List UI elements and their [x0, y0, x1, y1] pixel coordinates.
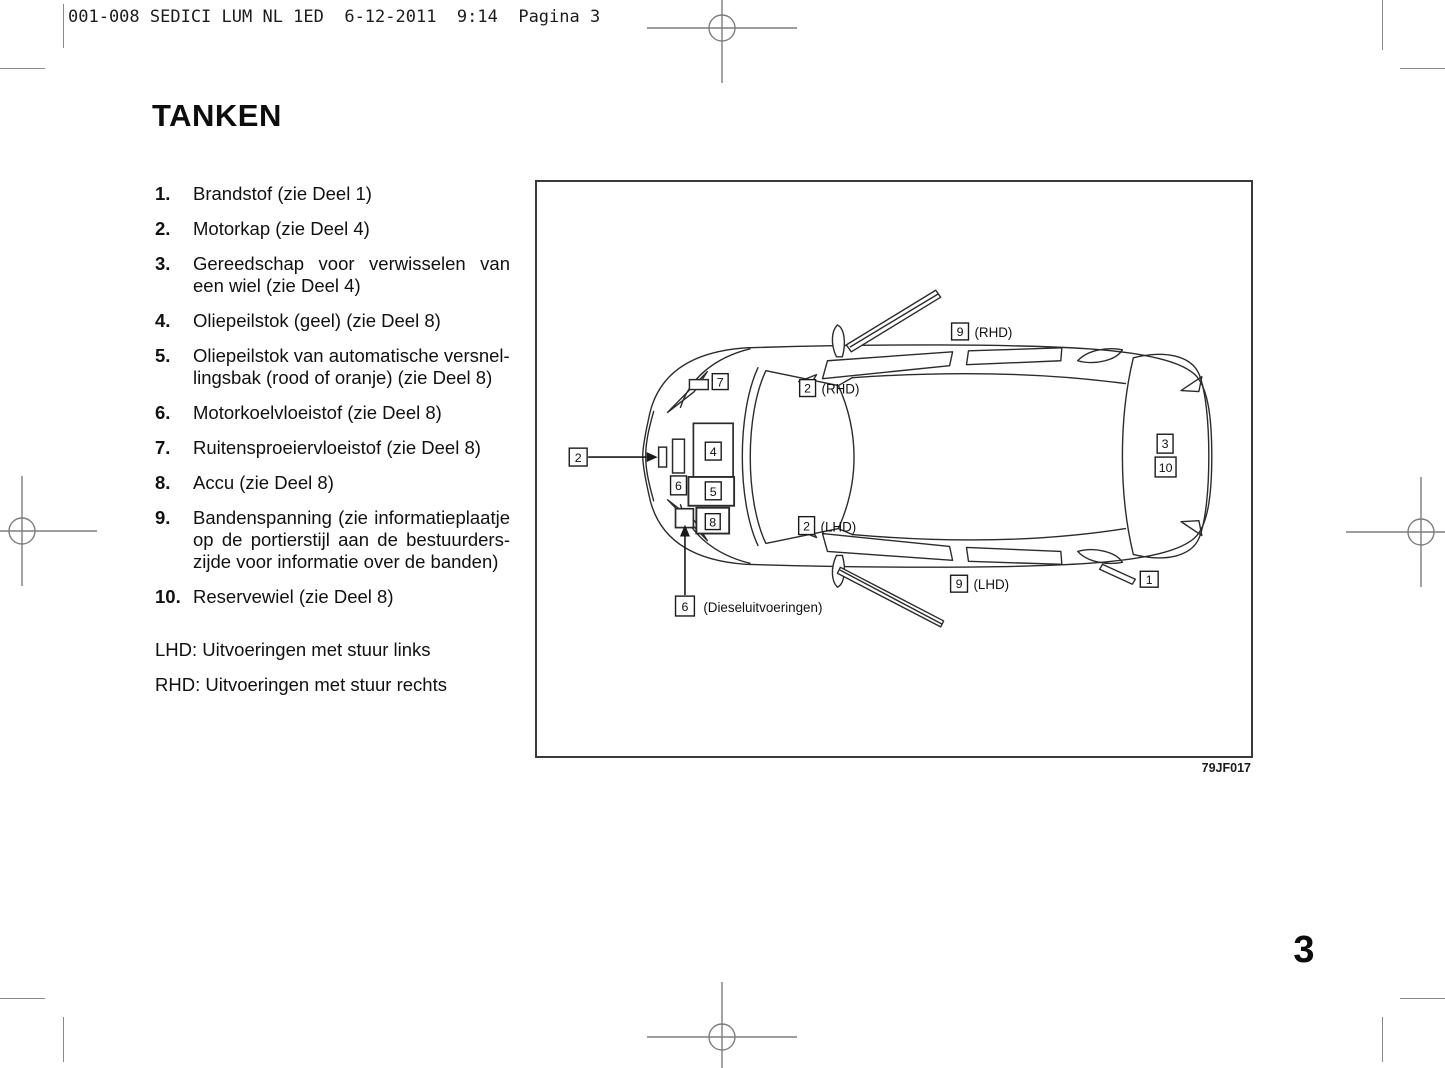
callout-6-diesel [676, 525, 823, 616]
item-number: 7. [155, 437, 171, 458]
callout-3 [1157, 434, 1173, 453]
print-header: 001-008 SEDICI LUM NL 1ED 6-12-2011 9:14 Pagina 3 [68, 7, 601, 27]
svg-text:(RHD): (RHD) [974, 324, 1013, 340]
parts-list [155, 183, 510, 709]
item-text: Gereedschap voor verwisselen van een wiel (zie Deel 4) [193, 253, 510, 296]
svg-text:3: 3 [1161, 437, 1169, 452]
callout-9-lhd [951, 575, 1010, 592]
open-door-lhd [837, 567, 943, 627]
item-number: 8. [155, 472, 171, 493]
callout-2-lhd [799, 517, 857, 535]
callouts [569, 323, 1176, 616]
fuel-filler-flap [1100, 564, 1136, 584]
item-number: 3. [155, 253, 171, 274]
svg-text:2: 2 [803, 519, 811, 534]
crop-mark-top-left-vertical [63, 4, 64, 48]
legend-lhd: LHD: Uitvoeringen met stuur links [155, 639, 431, 660]
callout-1 [1140, 571, 1158, 587]
item-number: 5. [155, 345, 171, 366]
svg-text:9: 9 [956, 324, 964, 339]
crop-mark-bottom-right-vertical [1382, 1017, 1383, 1062]
item-text: Motorkap (zie Deel 4) [193, 218, 370, 239]
registration-mark-right [1346, 477, 1445, 587]
coolant-reservoir [673, 439, 685, 473]
callout-7 [712, 374, 728, 390]
crop-mark-top-right-vertical [1382, 0, 1383, 50]
svg-text:6: 6 [675, 478, 682, 493]
item-text: Motorkoelvloeistof (zie Deel 8) [193, 402, 442, 423]
callout-10 [1155, 457, 1176, 477]
crop-mark-bottom-left-vertical [63, 1017, 64, 1062]
svg-text:5: 5 [709, 484, 717, 499]
registration-mark-top [647, 0, 797, 83]
svg-text:(LHD): (LHD) [820, 519, 857, 535]
list-item [155, 310, 510, 332]
car-diagram-frame [535, 180, 1253, 758]
item-text: Accu (zie Deel 8) [193, 472, 334, 493]
item-text: Oliepeilstok (geel) (zie Deel 8) [193, 310, 441, 331]
legend-rhd: RHD: Uitvoeringen met stuur rechts [155, 674, 447, 695]
radiator-cap [659, 447, 667, 467]
callout-4 [705, 442, 721, 460]
item-number: 2. [155, 218, 171, 239]
callout-5 [705, 482, 721, 500]
item-number: 1. [155, 183, 171, 204]
item-number: 4. [155, 310, 171, 331]
item-number: 10. [155, 586, 181, 607]
item-text: Brandstof (zie Deel 1) [193, 183, 372, 204]
item-text: Reservewiel (zie Deel 8) [193, 586, 394, 607]
list-item [155, 586, 510, 608]
item-text: Oliepeilstok van automatische versnel- lingsbak (rood of oranje) (zie Deel 8) [193, 345, 510, 388]
engine-bay-components [659, 380, 734, 534]
callout-9-rhd [952, 323, 1013, 340]
svg-text:4: 4 [709, 445, 717, 460]
list-item [155, 253, 510, 297]
page-title: TANKEN [152, 98, 282, 133]
list-item [155, 183, 510, 205]
svg-text:7: 7 [716, 375, 724, 390]
diesel-coolant-box [676, 509, 694, 528]
crop-mark-top-right-horizontal [1400, 68, 1445, 69]
crop-mark-bottom-right-horizontal [1400, 998, 1445, 999]
svg-text:2: 2 [574, 451, 582, 466]
svg-text:2: 2 [804, 381, 812, 396]
registration-mark-left [0, 476, 97, 586]
washer-reservoir [689, 380, 708, 390]
item-number: 6. [155, 402, 171, 423]
list-item [155, 437, 510, 459]
mirror-rhd [832, 325, 844, 357]
open-door-rhd [846, 290, 940, 352]
item-text: Bandenspanning (zie informatieplaatje op de portierstijl aan de bestuurders- zijde voor informatie over de banden) [193, 507, 510, 572]
list-item [155, 472, 510, 494]
callout-2-front [569, 448, 657, 466]
svg-text:1: 1 [1145, 573, 1153, 588]
svg-text:(Dieseluitvoeringen): (Dieseluitvoeringen) [703, 600, 823, 616]
registration-mark-bottom [647, 982, 797, 1068]
callout-8 [705, 514, 720, 530]
svg-text:(RHD): (RHD) [821, 381, 860, 397]
svg-text:8: 8 [709, 515, 717, 530]
svg-text:9: 9 [955, 577, 963, 592]
svg-text:10: 10 [1158, 460, 1173, 475]
crop-mark-top-left-horizontal [0, 68, 45, 69]
figure-code: 79JF017 [1201, 761, 1251, 775]
svg-text:(LHD): (LHD) [973, 577, 1010, 593]
list-item [155, 218, 510, 240]
car-top-view-diagram [537, 182, 1251, 756]
list-item [155, 507, 510, 573]
list-item [155, 402, 510, 424]
svg-text:6: 6 [681, 600, 689, 615]
item-number: 9. [155, 507, 171, 528]
crop-mark-bottom-left-horizontal [0, 998, 45, 999]
list-item [155, 345, 510, 389]
item-text: Ruitensproeiervloeistof (zie Deel 8) [193, 437, 481, 458]
callout-6-bay [671, 476, 687, 495]
callout-2-rhd [800, 380, 860, 397]
page-number: 3 [1293, 929, 1315, 971]
